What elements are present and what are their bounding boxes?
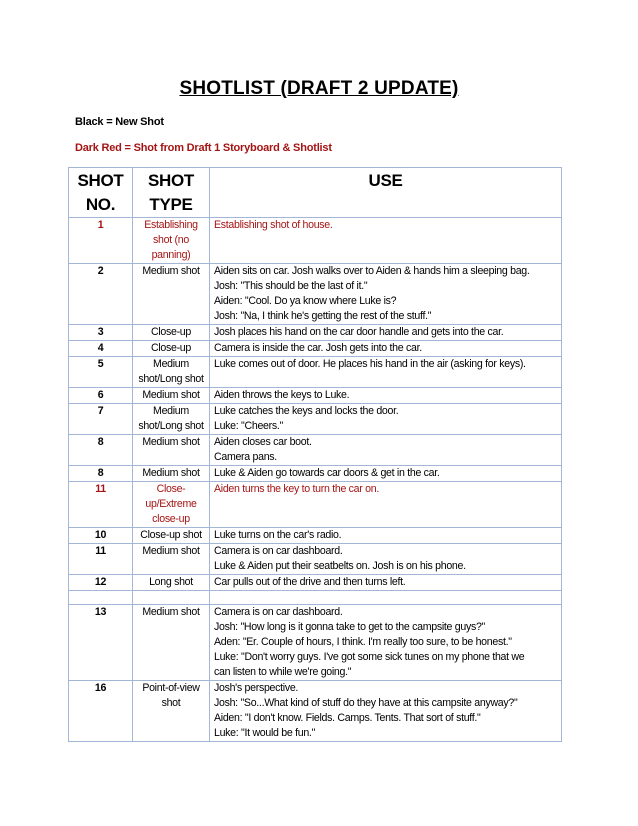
shot-use-line: Camera pans. bbox=[214, 451, 277, 463]
table-row bbox=[69, 341, 562, 357]
shot-use-cell bbox=[210, 681, 562, 742]
table-row bbox=[69, 605, 562, 681]
table-row bbox=[69, 264, 562, 325]
shot-use-cell bbox=[210, 341, 562, 357]
shot-use-line: Luke & Aiden go towards car doors & get in the car. bbox=[214, 467, 440, 479]
shot-number-cell: 3 bbox=[69, 325, 133, 341]
shot-type-cell: Point-of-view shot bbox=[133, 681, 210, 742]
shot-type-cell: Long shot bbox=[133, 575, 210, 591]
shot-use-line: Camera is inside the car. Josh gets into the car. bbox=[214, 342, 422, 354]
shot-type-cell: Medium shot/Long shot bbox=[133, 404, 210, 435]
shot-use-cell bbox=[210, 591, 562, 605]
shot-use-line: Josh: "Na, I think he's getting the rest of the stuff." bbox=[214, 310, 432, 322]
shot-use-line: Josh's perspective. bbox=[214, 682, 299, 694]
shot-type-cell: Close-up bbox=[133, 341, 210, 357]
shot-use-line: Car pulls out of the drive and then turns left. bbox=[214, 576, 406, 588]
shot-use-cell bbox=[210, 528, 562, 544]
shot-use-cell bbox=[210, 357, 562, 388]
shot-type-cell: Medium shot bbox=[133, 435, 210, 466]
shot-use-cell bbox=[210, 575, 562, 591]
shot-use-line: Aiden closes car boot. bbox=[214, 436, 312, 448]
shot-type-cell: Medium shot bbox=[133, 388, 210, 404]
table-row bbox=[69, 681, 562, 742]
shot-use-cell bbox=[210, 466, 562, 482]
legend-dark-red: Dark Red = Shot from Draft 1 Storyboard & Shotlist bbox=[75, 142, 332, 154]
shot-type-cell: Establishing shot (no panning) bbox=[133, 218, 210, 264]
shot-number-cell: 12 bbox=[69, 575, 133, 591]
table-row bbox=[69, 357, 562, 388]
shot-number-cell: 13 bbox=[69, 605, 133, 681]
shot-use-cell bbox=[210, 325, 562, 341]
table-header-row bbox=[69, 168, 562, 218]
shot-use-line: Josh: "How long is it gonna take to get to the campsite guys?" bbox=[214, 621, 485, 633]
shot-use-line: Aiden sits on car. Josh walks over to Aiden & hands him a sleeping bag. bbox=[214, 265, 530, 277]
header-shot-no-line2: NO. bbox=[85, 195, 116, 214]
shot-use-cell bbox=[210, 435, 562, 466]
shot-number-cell: 8 bbox=[69, 435, 133, 466]
shot-use-line: Aden: "Er. Couple of hours, I think. I'm really too sure, to be honest." bbox=[214, 636, 512, 648]
shot-number-cell: 11 bbox=[69, 544, 133, 575]
shot-type-cell: Medium shot bbox=[133, 264, 210, 325]
table-spacer-row bbox=[69, 591, 562, 605]
shot-use-cell bbox=[210, 388, 562, 404]
shot-use-line: can listen to while we're going." bbox=[214, 666, 352, 678]
shot-use-cell bbox=[210, 482, 562, 528]
shot-use-line: Aiden throws the keys to Luke. bbox=[214, 389, 350, 401]
header-shot-type-line2: TYPE bbox=[149, 195, 193, 214]
header-shot-no bbox=[69, 168, 133, 218]
shot-use-line: Luke catches the keys and locks the door. bbox=[214, 405, 399, 417]
shot-number-cell bbox=[69, 591, 133, 605]
table-row bbox=[69, 544, 562, 575]
document-title: SHOTLIST (DRAFT 2 UPDATE) bbox=[179, 78, 459, 99]
shot-number-cell: 10 bbox=[69, 528, 133, 544]
shot-use-cell bbox=[210, 605, 562, 681]
shot-type-cell: Medium shot bbox=[133, 544, 210, 575]
shot-use-line: Camera is on car dashboard. bbox=[214, 545, 343, 557]
shot-type-cell bbox=[133, 591, 210, 605]
shot-use-line: Luke: "Cheers." bbox=[214, 420, 283, 432]
shot-use-line: Josh places his hand on the car door handle and gets into the car. bbox=[214, 326, 504, 338]
shot-use-line: Luke: "It would be fun." bbox=[214, 727, 316, 739]
shot-type-cell: Close-up/Extreme close-up bbox=[133, 482, 210, 528]
header-shot-type-line1: SHOT bbox=[147, 171, 195, 190]
shot-use-line: Aiden: "I don't know. Fields. Camps. Tents. That sort of stuff." bbox=[214, 712, 481, 724]
shotlist-table bbox=[68, 167, 562, 742]
shot-type-cell: Medium shot bbox=[133, 605, 210, 681]
shot-use-cell bbox=[210, 404, 562, 435]
table-row bbox=[69, 435, 562, 466]
table-row bbox=[69, 575, 562, 591]
shot-use-line: Luke: "Don't worry guys. I've got some sick tunes on my phone that we bbox=[214, 651, 525, 663]
shot-number-cell: 2 bbox=[69, 264, 133, 325]
table-row bbox=[69, 404, 562, 435]
shot-number-cell: 5 bbox=[69, 357, 133, 388]
shot-use-line: Josh: "So...What kind of stuff do they have at this campsite anyway?" bbox=[214, 697, 518, 709]
shot-number-cell: 11 bbox=[69, 482, 133, 528]
shot-use-line: Luke comes out of door. He places his hand in the air (asking for keys). bbox=[214, 358, 526, 370]
shot-use-cell bbox=[210, 544, 562, 575]
shot-use-line: Aiden: "Cool. Do ya know where Luke is? bbox=[214, 295, 397, 307]
shot-use-line: Josh: "This should be the last of it." bbox=[214, 280, 368, 292]
table-row bbox=[69, 528, 562, 544]
table-row bbox=[69, 388, 562, 404]
shot-type-cell: Medium shot/Long shot bbox=[133, 357, 210, 388]
shot-number-cell: 8 bbox=[69, 466, 133, 482]
legend-black: Black = New Shot bbox=[75, 116, 164, 128]
header-shot-type bbox=[133, 168, 210, 218]
shot-number-cell: 16 bbox=[69, 681, 133, 742]
shot-type-cell: Close-up bbox=[133, 325, 210, 341]
table-row bbox=[69, 466, 562, 482]
header-use: USE bbox=[210, 168, 562, 218]
shot-use-line: Camera is on car dashboard. bbox=[214, 606, 343, 618]
shotlist-body bbox=[69, 218, 562, 742]
shot-number-cell: 1 bbox=[69, 218, 133, 264]
shot-use-cell bbox=[210, 218, 562, 264]
shot-number-cell: 7 bbox=[69, 404, 133, 435]
shot-use-line: Aiden turns the key to turn the car on. bbox=[214, 483, 379, 495]
shot-type-cell: Close-up shot bbox=[133, 528, 210, 544]
shot-number-cell: 4 bbox=[69, 341, 133, 357]
shot-number-cell: 6 bbox=[69, 388, 133, 404]
shot-use-line: Luke turns on the car's radio. bbox=[214, 529, 342, 541]
table-row bbox=[69, 218, 562, 264]
shot-use-line: Establishing shot of house. bbox=[214, 219, 333, 231]
shot-use-line: Luke & Aiden put their seatbelts on. Josh is on his phone. bbox=[214, 560, 466, 572]
shot-use-cell bbox=[210, 264, 562, 325]
shot-type-cell: Medium shot bbox=[133, 466, 210, 482]
table-row bbox=[69, 325, 562, 341]
table-row bbox=[69, 482, 562, 528]
header-shot-no-line1: SHOT bbox=[77, 171, 124, 190]
